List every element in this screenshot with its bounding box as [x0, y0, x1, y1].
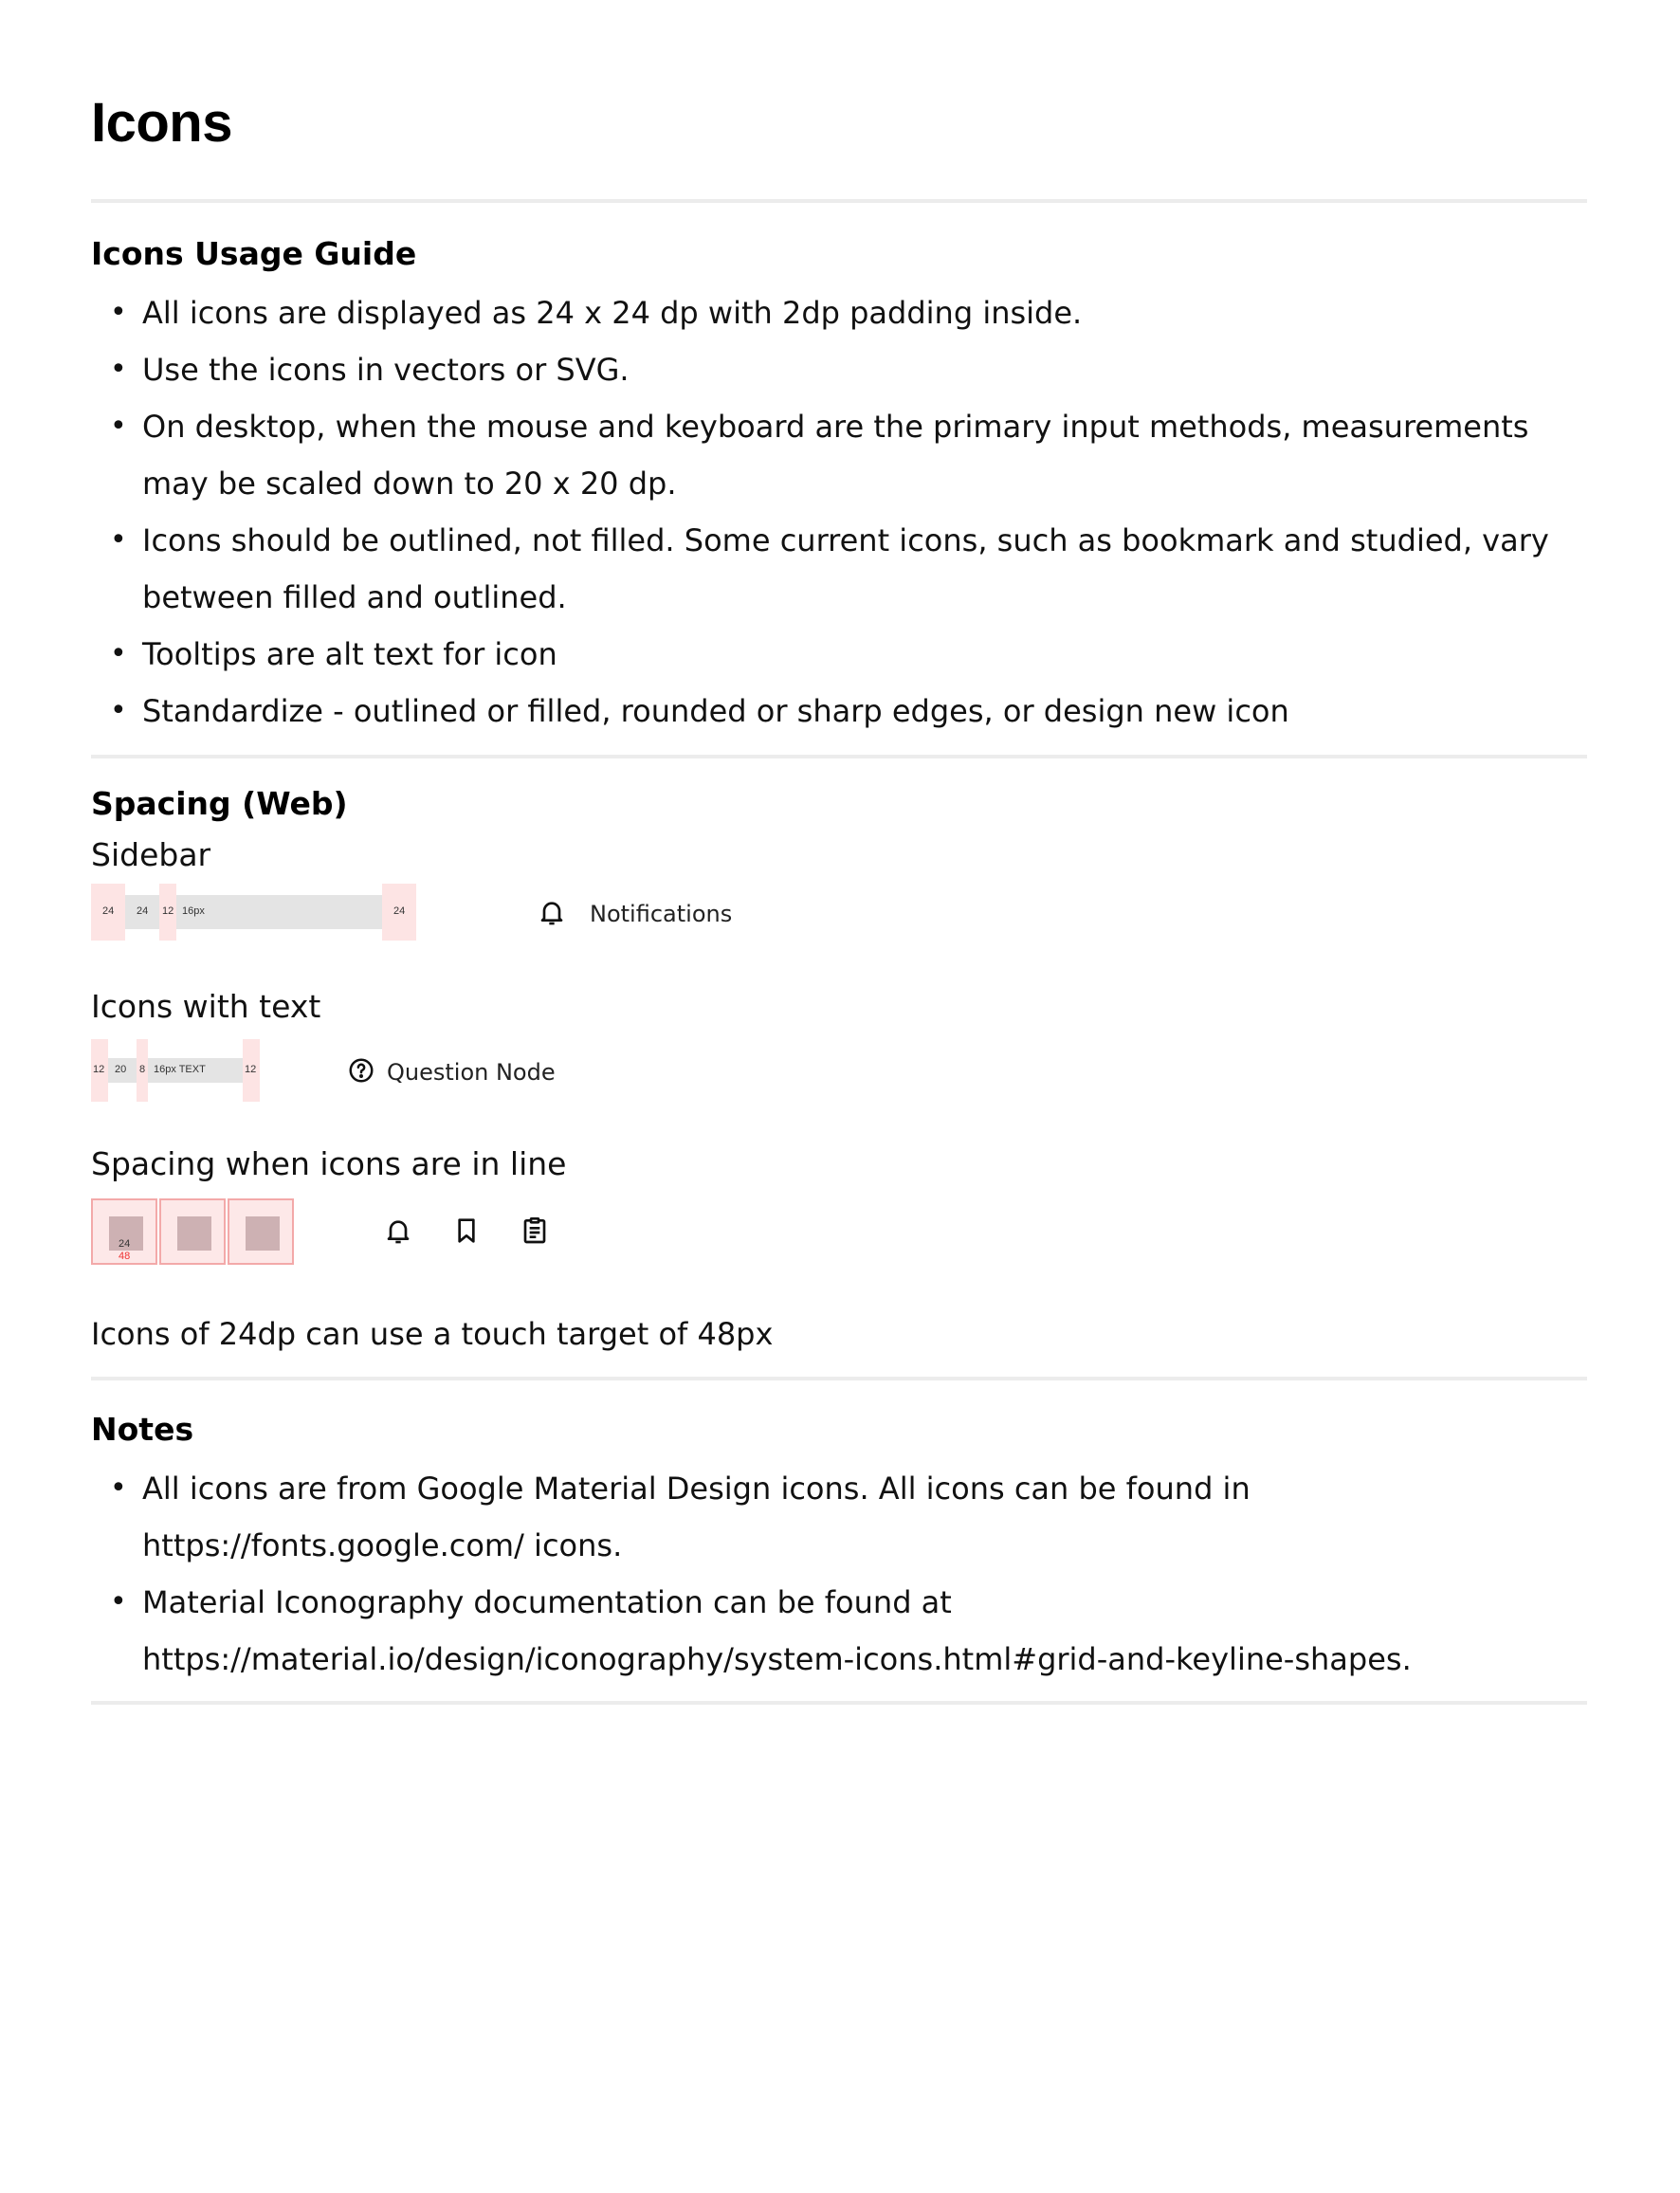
divider — [91, 199, 1587, 203]
spacing-heading: Spacing (Web) — [91, 785, 348, 822]
divider — [91, 1701, 1587, 1705]
usage-guide-list — [91, 284, 1587, 740]
bookmark-icon[interactable] — [451, 1215, 482, 1250]
list-item: • Material Iconography documentation can be found at https://material.io/design/iconography/system-icons.html#grid-and-keyline-shapes. — [91, 1574, 1587, 1688]
notes-list — [91, 1460, 1587, 1688]
touch-target-cell — [228, 1198, 294, 1265]
spacing-label: 12 — [93, 1064, 105, 1075]
question-node-item[interactable] — [347, 1056, 556, 1088]
spacing-label: 16px — [182, 905, 205, 917]
touch-target-note: Icons of 24dp can use a touch target of 48px — [91, 1316, 774, 1352]
sidebar-item-notifications[interactable] — [537, 897, 732, 931]
notes-heading: Notes — [91, 1411, 194, 1448]
divider — [91, 1377, 1587, 1380]
spacing-label: 24 — [393, 905, 406, 917]
page-title: Icons — [91, 92, 232, 154]
sidebar-spacing-diagram — [91, 884, 418, 941]
sidebar-label: Sidebar — [91, 836, 211, 873]
bell-icon[interactable] — [383, 1215, 413, 1250]
clipboard-icon[interactable] — [520, 1215, 550, 1250]
bell-icon — [537, 897, 567, 931]
icon-size-label: 24 — [119, 1238, 131, 1250]
icons-with-text-diagram — [91, 1039, 262, 1102]
list-item: • All icons are displayed as 24 x 24 dp with 2dp padding inside. — [91, 284, 1587, 341]
usage-guide-heading: Icons Usage Guide — [91, 235, 417, 272]
list-item: • Icons should be outlined, not filled. Some current icons, such as bookmark and studied, vary between filled and outlined. — [91, 512, 1587, 626]
spacing-label: 20 — [115, 1064, 127, 1075]
spacing-label: 16px TEXT — [154, 1064, 206, 1075]
notifications-label: Notifications — [590, 901, 733, 927]
inline-spacing-diagram — [91, 1198, 300, 1267]
list-item: • Tooltips are alt text for icon — [91, 626, 1587, 683]
list-item: • All icons are from Google Material Design icons. All icons can be found in https://fonts.google.com/ icons. — [91, 1460, 1587, 1574]
spacing-label: 12 — [162, 905, 174, 917]
icons-with-text-label: Icons with text — [91, 988, 321, 1025]
help-circle-icon — [347, 1056, 375, 1088]
touch-target-size-label: 48 — [119, 1251, 131, 1262]
list-item: • On desktop, when the mouse and keyboard are the primary input methods, measurements may be scaled down to 20 x 20 dp. — [91, 398, 1587, 512]
list-item: • Standardize - outlined or filled, rounded or sharp edges, or design new icon — [91, 683, 1587, 740]
inline-icons-demo — [383, 1215, 550, 1250]
spacing-label: 12 — [245, 1064, 257, 1075]
inline-spacing-label: Spacing when icons are in line — [91, 1145, 567, 1182]
list-item: • Use the icons in vectors or SVG. — [91, 341, 1587, 398]
touch-target-cell — [159, 1198, 226, 1265]
spacing-label: 8 — [139, 1064, 146, 1075]
spacing-label: 24 — [102, 905, 115, 917]
divider — [91, 755, 1587, 758]
spacing-label: 24 — [137, 905, 149, 917]
question-node-label: Question Node — [387, 1059, 556, 1086]
